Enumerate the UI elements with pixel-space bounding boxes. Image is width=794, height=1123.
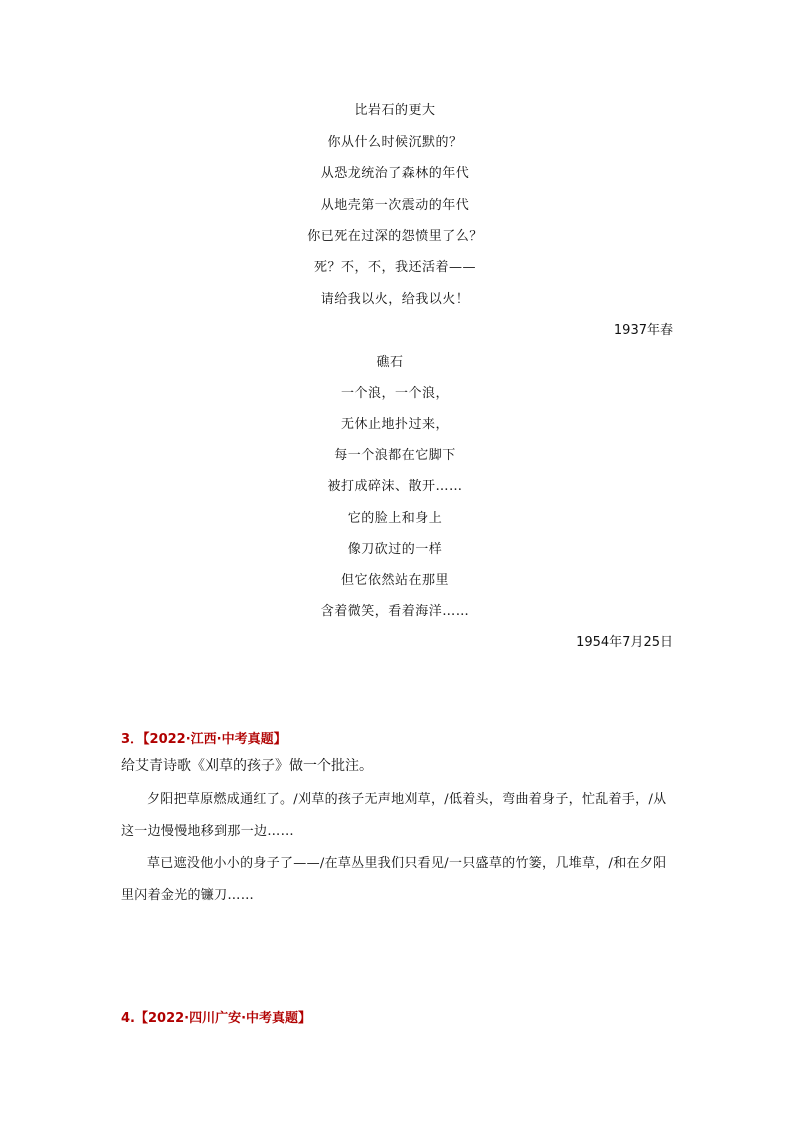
- poem2-line: 像刀砍过的一样: [347, 542, 443, 557]
- poem2-line: 它的脸上和身上: [347, 511, 443, 526]
- question3-prompt: 给艾青诗歌《刈草的孩子》做一个批注。: [121, 758, 373, 774]
- question3-excerpt-paragraph2: 草已遮没他小小的身子了——/在草丛里我们只看见/一只盛草的竹篓，几堆草，/和在夕阳里闪着金光的镰刀……: [121, 856, 667, 903]
- poem2-line: 无休止地扑过来，: [340, 417, 449, 432]
- poem1-date: 1937年春: [613, 323, 673, 338]
- question4-number: 4.: [121, 1011, 135, 1026]
- poem1-line: 你从什么时候沉默的？: [327, 135, 463, 150]
- poem2-line: 一个浪，一个浪，: [340, 386, 449, 401]
- poem1-line: 你已死在过深的怨愤里了么？: [307, 229, 483, 244]
- poem1-line: 请给我以火，给我以火！: [320, 292, 470, 307]
- question4-tag: 【2022·四川广安·中考真题】: [134, 1011, 312, 1026]
- poem2-line: 每一个浪都在它脚下: [334, 448, 456, 463]
- poem1-line: 从恐龙统治了森林的年代: [320, 166, 470, 181]
- question3-tag: 【2022·江西·中考真题】: [143, 732, 287, 747]
- poem1-line: 从地壳第一次震动的年代: [320, 198, 470, 213]
- question3-number: 3．: [121, 732, 144, 747]
- poem1-line: 死？不，不，我还活着——: [313, 260, 476, 275]
- poem2-line: 但它依然站在那里: [340, 573, 449, 588]
- question3-heading: [121, 728, 287, 747]
- poem1-line: 比岩石的更大: [354, 103, 436, 118]
- question4-heading: [121, 1007, 311, 1026]
- question3-excerpt-paragraph1: 夕阳把草原燃成通红了。/刈草的孩子无声地刈草，/低着头，弯曲着身子，忙乱着手，/从这一边慢慢地移到那一边……: [121, 792, 667, 839]
- poem2-line: 含着微笑，看着海洋……: [320, 604, 470, 619]
- poem2-title: 礁石: [376, 355, 404, 370]
- poem2-date: 1954年7月25日: [576, 635, 673, 650]
- poem2-line: 被打成碎沫、散开……: [327, 479, 463, 494]
